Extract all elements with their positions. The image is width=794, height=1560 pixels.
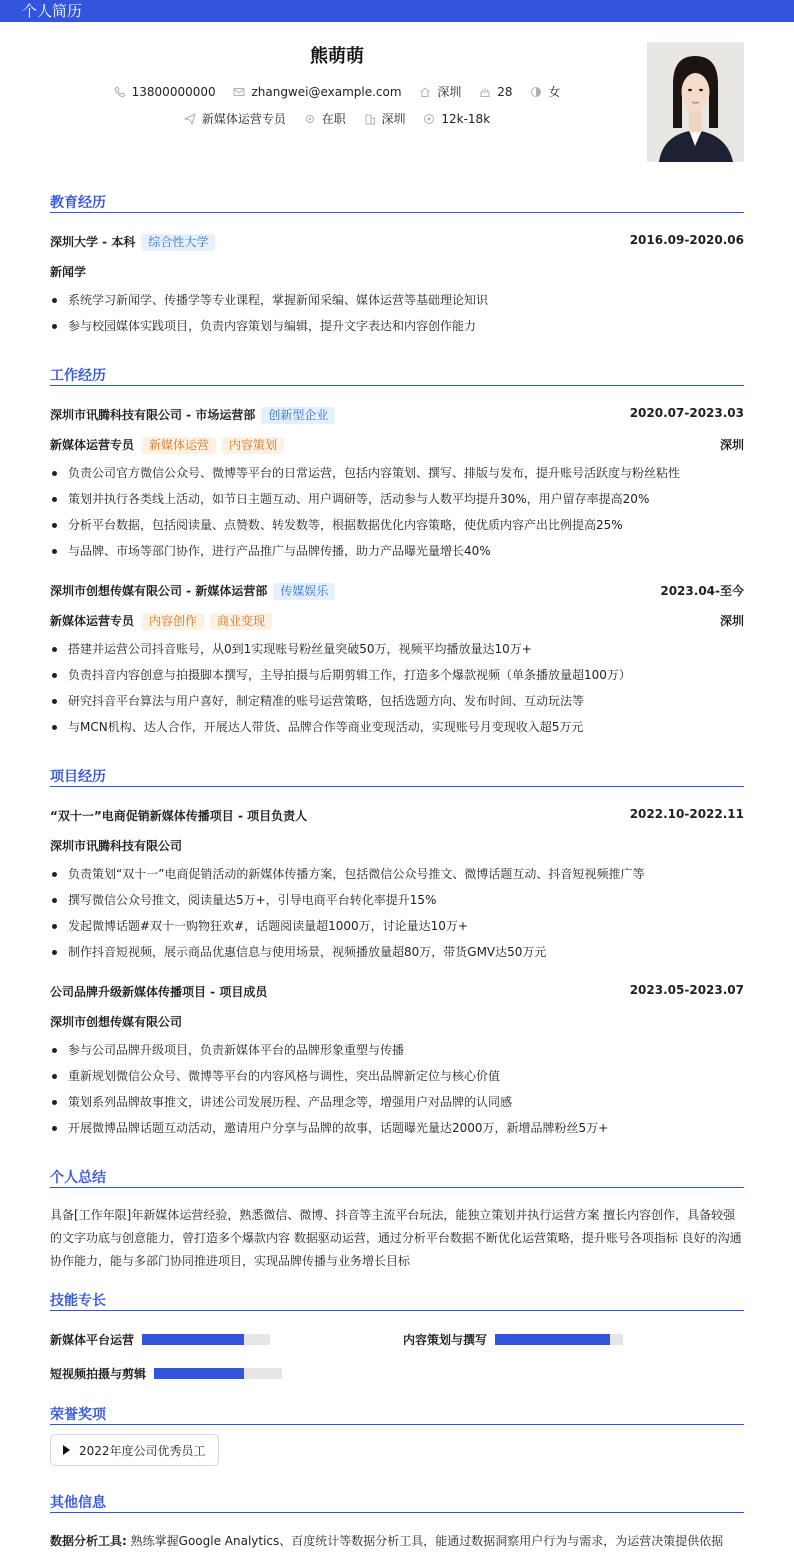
skill-item bbox=[403, 1331, 623, 1348]
city-info bbox=[419, 83, 461, 100]
work-section-title: 工作经历 bbox=[50, 365, 744, 386]
other-info-text: 熟练掌握Google Analytics、百度统计等数据分析工具，能通过数据洞察用户行为与需求，为运营决策提供依据 bbox=[130, 1534, 724, 1548]
company-name: 深圳市创想传媒有限公司 - 新媒体运营部 bbox=[50, 584, 268, 598]
work-1-header bbox=[50, 406, 744, 424]
list-item: 制作抖音短视频，展示商品优惠信息与使用场景，视频播放量超80万，带货GMV达50万元 bbox=[50, 944, 744, 970]
city-text: 深圳 bbox=[437, 85, 462, 99]
skill-tag: 新媒体运营 bbox=[142, 437, 216, 454]
work-1-bullets bbox=[50, 465, 744, 569]
list-item: 开展微博品牌话题互动活动，邀请用户分享与品牌的故事，话题曝光量达2000万，新增品牌粉丝5万+ bbox=[50, 1120, 744, 1146]
education-date: 2016.09-2020.06 bbox=[629, 233, 744, 247]
resume-title-bar bbox=[0, 0, 794, 22]
work-date: 2020.07-2023.03 bbox=[629, 406, 744, 420]
candidate-name: 熊萌萌 bbox=[310, 46, 364, 67]
target-city-info bbox=[364, 110, 406, 127]
list-item: 系统学习新闻学、传播学等专业课程，掌握新闻采编、媒体运营等基础理论知识 bbox=[50, 292, 744, 318]
triangle-right-icon bbox=[63, 1445, 70, 1455]
list-item: 参与公司品牌升级项目，负责新媒体平台的品牌形象重塑与传播 bbox=[50, 1042, 744, 1068]
award-item[interactable] bbox=[50, 1434, 219, 1466]
work-1-role bbox=[50, 436, 744, 454]
work-2-bullets bbox=[50, 641, 744, 745]
skill-level-fill bbox=[154, 1368, 244, 1379]
list-item: 发起微博话题#双十一购物狂欢#，话题阅读量超1000万，讨论量达10万+ bbox=[50, 918, 744, 944]
work-section bbox=[50, 365, 744, 734]
summary-section bbox=[50, 1167, 744, 1268]
contact-row bbox=[0, 83, 674, 101]
awards-section-title: 荣誉奖项 bbox=[50, 1404, 744, 1425]
skill-name: 短视频拍摄与剪辑 bbox=[50, 1367, 147, 1381]
age-info bbox=[479, 85, 512, 99]
gender-text: 女 bbox=[548, 85, 561, 99]
list-item: 研究抖音平台算法与用户喜好，制定精准的账号运营策略，包括选题方向、发布时间、互动玩法等 bbox=[50, 693, 744, 719]
list-item: 策划系列品牌故事推文，讲述公司发展历程、产品理念等，增强用户对品牌的认同感 bbox=[50, 1094, 744, 1120]
school-type-tag: 综合性大学 bbox=[141, 234, 215, 251]
project-2-bullets bbox=[50, 1042, 744, 1146]
list-item: 分析平台数据，包括阅读量、点赞数、转发数等，根据数据优化内容策略，使优质内容产出比例提高25% bbox=[50, 517, 744, 543]
phone-info bbox=[114, 85, 216, 99]
list-item: 与品牌、市场等部门协作，进行产品推广与品牌传播，助力产品曝光量增长40% bbox=[50, 543, 744, 569]
award-text: 2022年度公司优秀员工 bbox=[79, 1443, 206, 1458]
other-info-row bbox=[50, 1532, 744, 1549]
gender-icon bbox=[530, 86, 542, 98]
email-text: zhangwei@example.com bbox=[251, 84, 402, 99]
skill-tag: 内容创作 bbox=[142, 613, 204, 630]
project-1-header bbox=[50, 807, 744, 824]
work-date: 2023.04-至今 bbox=[660, 584, 744, 598]
position-text: 新媒体运营专员 bbox=[201, 112, 286, 126]
profile-photo bbox=[647, 42, 744, 162]
skill-level-fill bbox=[495, 1334, 610, 1345]
skill-tag: 商业变现 bbox=[210, 613, 272, 630]
project-title: 公司品牌升级新媒体传播项目 - 项目成员 bbox=[50, 985, 268, 999]
profile-header bbox=[0, 22, 794, 192]
role-name: 新媒体运营专员 bbox=[50, 614, 135, 628]
building-icon bbox=[364, 113, 376, 125]
skill-level-bar bbox=[495, 1334, 623, 1345]
skill-tag: 内容策划 bbox=[222, 437, 284, 454]
major-name: 新闻学 bbox=[50, 265, 87, 279]
resume-title: 个人简历 bbox=[22, 2, 83, 20]
coin-icon bbox=[423, 113, 435, 125]
cake-icon bbox=[479, 86, 491, 98]
skills-section-title: 技能专长 bbox=[50, 1290, 744, 1311]
list-item: 与MCN机构、达人合作，开展达人带货、品牌合作等商业变现活动，实现账号月变现收入超5万元 bbox=[50, 719, 744, 745]
project-2-header bbox=[50, 983, 744, 1000]
salary-info bbox=[423, 112, 490, 126]
skill-item bbox=[50, 1365, 282, 1382]
skill-level-fill bbox=[142, 1334, 244, 1345]
project-date: 2023.05-2023.07 bbox=[629, 983, 744, 997]
work-2-role bbox=[50, 612, 744, 630]
status-text: 在职 bbox=[321, 112, 346, 126]
education-section-title: 教育经历 bbox=[50, 192, 744, 213]
phone-text: 13800000000 bbox=[131, 84, 216, 99]
school-name: 深圳大学 - 本科 bbox=[50, 235, 136, 249]
company-name: 深圳市讯腾科技有限公司 - 市场运营部 bbox=[50, 408, 256, 422]
position-info bbox=[184, 110, 286, 127]
summary-section-title: 个人总结 bbox=[50, 1167, 744, 1188]
project-title: “双十一”电商促销新媒体传播项目 - 项目负责人 bbox=[50, 809, 308, 823]
email-info bbox=[233, 85, 401, 99]
project-section-title: 项目经历 bbox=[50, 766, 744, 787]
job-intent-row bbox=[0, 110, 674, 128]
company-tag: 创新型企业 bbox=[261, 407, 335, 424]
project-section bbox=[50, 766, 744, 1135]
list-item: 策划并执行各类线上活动，如节日主题互动、用户调研等，活动参与人数平均提升30%，用户留存率提高20% bbox=[50, 491, 744, 517]
phone-icon bbox=[114, 86, 126, 98]
project-org: 深圳市讯腾科技有限公司 bbox=[50, 839, 183, 853]
list-item: 搭建并运营公司抖音账号，从0到1实现账号粉丝量突破50万，视频平均播放量达10万+ bbox=[50, 641, 744, 667]
mail-icon bbox=[233, 86, 245, 98]
work-city: 深圳 bbox=[719, 614, 744, 628]
project-org: 深圳市创想传媒有限公司 bbox=[50, 1015, 183, 1029]
project-date: 2022.10-2022.11 bbox=[629, 807, 744, 821]
work-2-header bbox=[50, 582, 744, 600]
project-1-bullets bbox=[50, 866, 744, 970]
skill-level-bar bbox=[154, 1368, 282, 1379]
gear-icon bbox=[304, 113, 316, 125]
skills-section bbox=[50, 1290, 744, 1381]
status-info bbox=[304, 110, 346, 127]
education-bullets bbox=[50, 292, 744, 344]
summary-text: 具备[工作年限]年新媒体运营经验，熟悉微信、微博、抖音等主流平台玩法，能独立策划并执行运营方案 擅长内容创作，具备较强的文字功底与创意能力，曾打造多个爆款内容 数据驱动运营，通过分析平台数据不断优化运营策略，提升账号各项指标 良好的沟通协作能力，能与多部门协同推进项目，实现品牌传播与业务增长目标 bbox=[50, 1208, 742, 1268]
other-section bbox=[50, 1492, 744, 1548]
list-item: 负责公司官方微信公众号、微博等平台的日常运营，包括内容策划、撰写、排版与发布，提升账号活跃度与粉丝粘性 bbox=[50, 465, 744, 491]
list-item: 撰写微信公众号推文，阅读量达5万+，引导电商平台转化率提升15% bbox=[50, 892, 744, 918]
salary-text: 12k-18k bbox=[441, 111, 491, 126]
skill-name: 内容策划与撰写 bbox=[403, 1333, 488, 1347]
home-icon bbox=[419, 86, 431, 98]
skill-item bbox=[50, 1331, 270, 1348]
send-icon bbox=[184, 113, 196, 125]
list-item: 参与校园媒体实践项目，负责内容策划与编辑，提升文字表达和内容创作能力 bbox=[50, 318, 744, 344]
age-text: 28 bbox=[497, 84, 513, 99]
list-item: 负责策划“双十一”电商促销活动的新媒体传播方案，包括微信公众号推文、微博话题互动、抖音短视频推广等 bbox=[50, 866, 744, 892]
work-city: 深圳 bbox=[719, 438, 744, 452]
gender-info bbox=[530, 83, 560, 100]
role-name: 新媒体运营专员 bbox=[50, 438, 135, 452]
list-item: 负责抖音内容创意与拍摄脚本撰写，主导拍摄与后期剪辑工作，打造多个爆款视频（单条播放量超100万） bbox=[50, 667, 744, 693]
other-section-title: 其他信息 bbox=[50, 1492, 744, 1513]
other-info-label: 数据分析工具: bbox=[50, 1534, 127, 1548]
company-tag: 传媒娱乐 bbox=[273, 583, 335, 600]
list-item: 重新规划微信公众号、微博等平台的内容风格与调性，突出品牌新定位与核心价值 bbox=[50, 1068, 744, 1094]
skill-name: 新媒体平台运营 bbox=[50, 1333, 135, 1347]
target-city-text: 深圳 bbox=[381, 112, 406, 126]
education-header bbox=[50, 233, 744, 251]
skill-level-bar bbox=[142, 1334, 270, 1345]
education-section bbox=[50, 192, 744, 333]
awards-section bbox=[50, 1404, 744, 1458]
